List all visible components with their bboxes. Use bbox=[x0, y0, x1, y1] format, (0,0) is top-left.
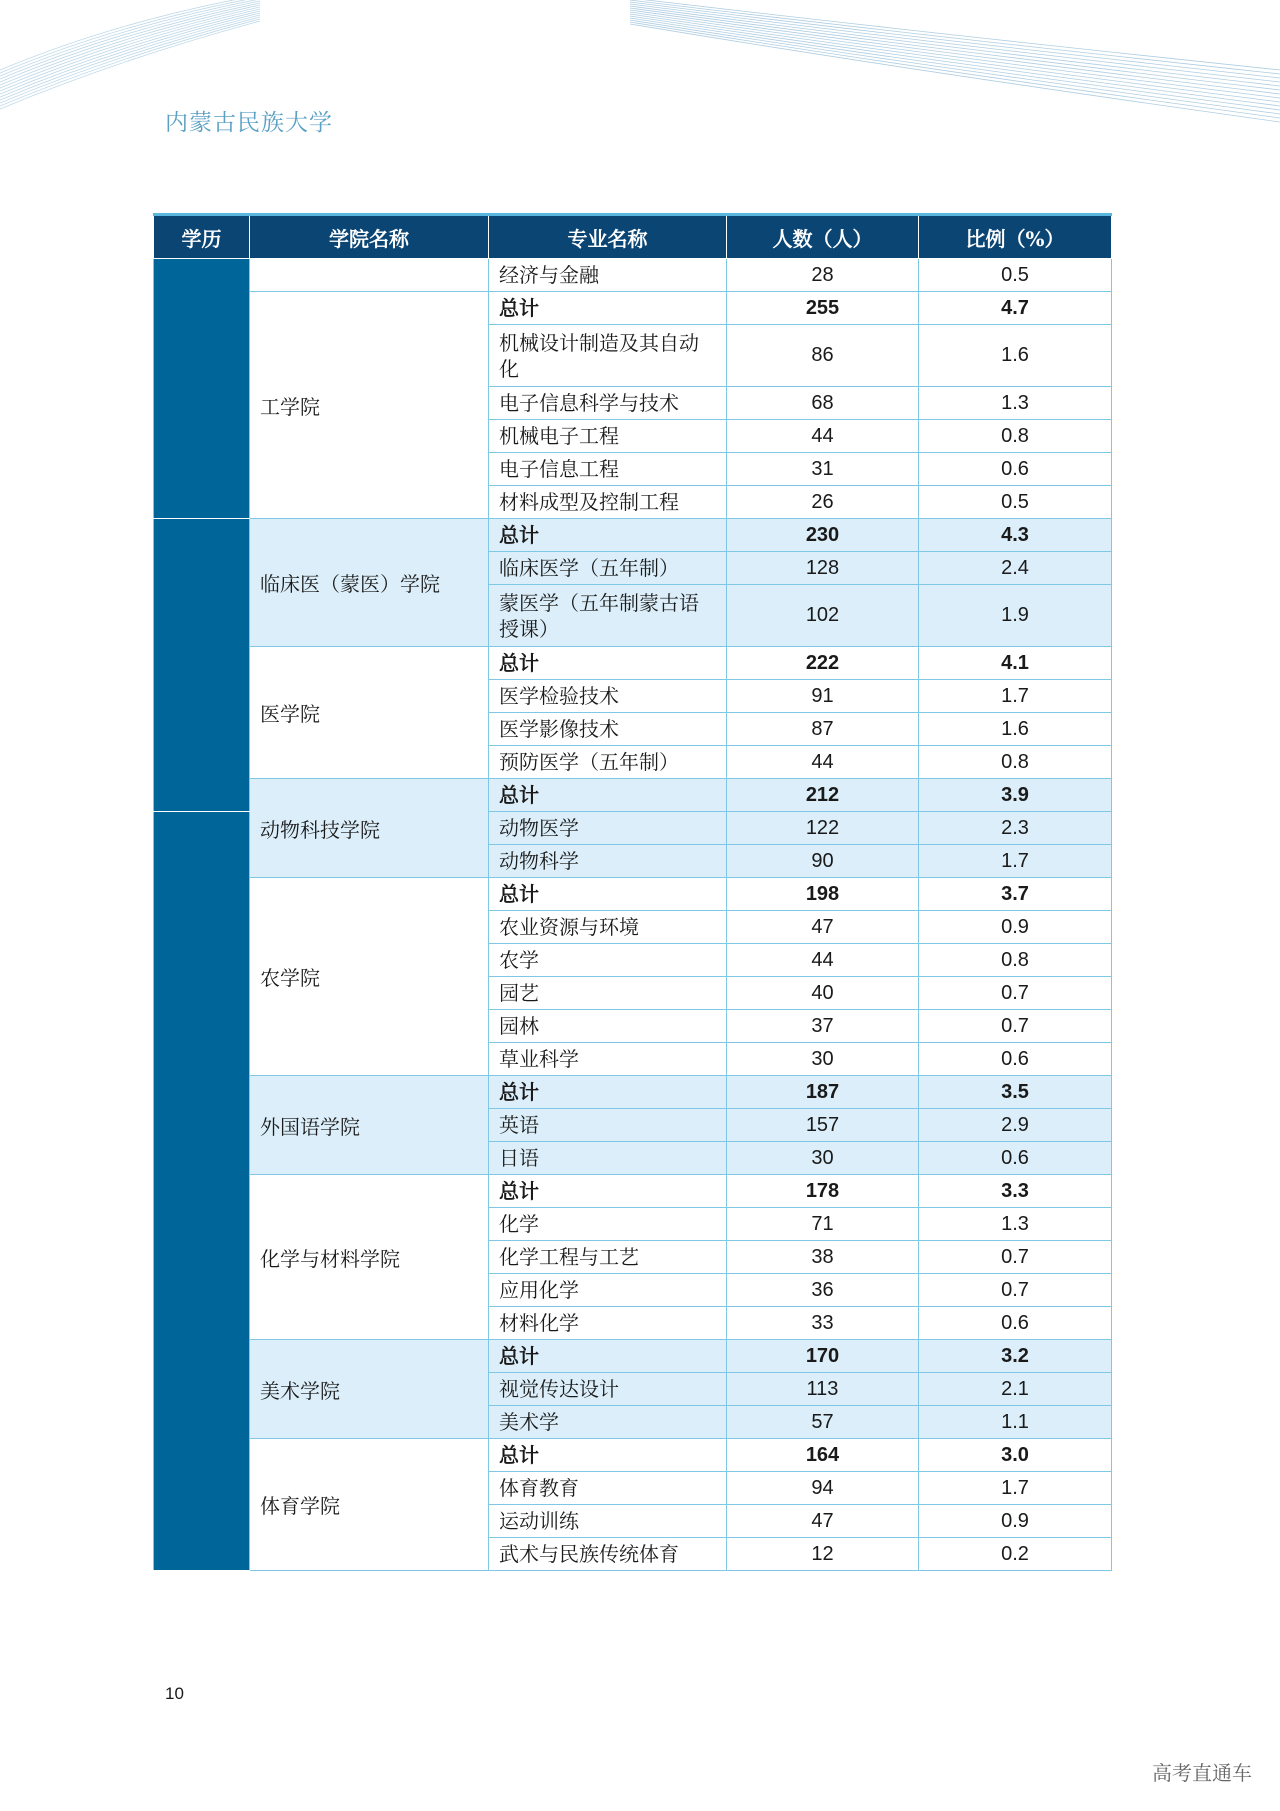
ratio-percent: 1.7 bbox=[919, 845, 1112, 878]
major-name: 医学检验技术 bbox=[489, 680, 727, 713]
ratio-percent: 3.9 bbox=[919, 779, 1112, 812]
college-name: 外国语学院 bbox=[250, 1076, 489, 1175]
student-count: 57 bbox=[727, 1406, 919, 1439]
major-name: 材料化学 bbox=[489, 1307, 727, 1340]
student-count: 86 bbox=[727, 325, 919, 387]
ratio-percent: 0.7 bbox=[919, 1274, 1112, 1307]
ratio-percent: 3.3 bbox=[919, 1175, 1112, 1208]
student-count: 113 bbox=[727, 1373, 919, 1406]
student-count: 37 bbox=[727, 1010, 919, 1043]
student-count: 38 bbox=[727, 1241, 919, 1274]
student-count: 30 bbox=[727, 1142, 919, 1175]
major-name: 动物科学 bbox=[489, 845, 727, 878]
major-name: 总计 bbox=[489, 779, 727, 812]
major-name: 园艺 bbox=[489, 977, 727, 1010]
student-count: 94 bbox=[727, 1472, 919, 1505]
table-body bbox=[154, 259, 1112, 1571]
university-name: 内蒙古民族大学 bbox=[165, 110, 333, 136]
ratio-percent: 1.6 bbox=[919, 325, 1112, 387]
major-name: 美术学 bbox=[489, 1406, 727, 1439]
table-row-total bbox=[154, 1340, 1112, 1373]
education-cell bbox=[154, 519, 250, 812]
student-count: 122 bbox=[727, 812, 919, 845]
ratio-percent: 2.3 bbox=[919, 812, 1112, 845]
ratio-percent: 4.7 bbox=[919, 292, 1112, 325]
major-name: 电子信息工程 bbox=[489, 453, 727, 486]
table-header-row bbox=[154, 215, 1112, 259]
major-name: 材料成型及控制工程 bbox=[489, 486, 727, 519]
student-count: 33 bbox=[727, 1307, 919, 1340]
student-count: 31 bbox=[727, 453, 919, 486]
student-count: 90 bbox=[727, 845, 919, 878]
major-name: 视觉传达设计 bbox=[489, 1373, 727, 1406]
ratio-percent: 0.6 bbox=[919, 1043, 1112, 1076]
major-name: 机械电子工程 bbox=[489, 420, 727, 453]
ratio-percent: 4.1 bbox=[919, 647, 1112, 680]
college-name: 工学院 bbox=[250, 292, 489, 519]
ratio-percent: 0.5 bbox=[919, 486, 1112, 519]
major-name: 医学影像技术 bbox=[489, 713, 727, 746]
student-count: 178 bbox=[727, 1175, 919, 1208]
ratio-percent: 2.4 bbox=[919, 552, 1112, 585]
student-count: 187 bbox=[727, 1076, 919, 1109]
major-name: 应用化学 bbox=[489, 1274, 727, 1307]
ratio-percent: 0.9 bbox=[919, 911, 1112, 944]
major-name: 机械设计制造及其自动化 bbox=[489, 325, 727, 387]
student-count: 128 bbox=[727, 552, 919, 585]
enrollment-table bbox=[153, 213, 1112, 1571]
header-count: 人数（人） bbox=[727, 215, 919, 259]
student-count: 40 bbox=[727, 977, 919, 1010]
student-count: 30 bbox=[727, 1043, 919, 1076]
table-row-total bbox=[154, 878, 1112, 911]
student-count: 87 bbox=[727, 713, 919, 746]
ratio-percent: 0.2 bbox=[919, 1538, 1112, 1571]
ratio-percent: 0.8 bbox=[919, 944, 1112, 977]
college-name bbox=[250, 259, 489, 292]
table-row-total bbox=[154, 779, 1112, 812]
ratio-percent: 3.0 bbox=[919, 1439, 1112, 1472]
table-row-total bbox=[154, 292, 1112, 325]
college-name: 动物科技学院 bbox=[250, 779, 489, 878]
major-name: 园林 bbox=[489, 1010, 727, 1043]
table-row-total bbox=[154, 647, 1112, 680]
major-name: 总计 bbox=[489, 1175, 727, 1208]
table-row bbox=[154, 259, 1112, 292]
major-name: 总计 bbox=[489, 1439, 727, 1472]
major-name: 预防医学（五年制） bbox=[489, 746, 727, 779]
major-name: 农学 bbox=[489, 944, 727, 977]
ratio-percent: 1.3 bbox=[919, 387, 1112, 420]
ratio-percent: 0.8 bbox=[919, 746, 1112, 779]
table-row-total bbox=[154, 1076, 1112, 1109]
ratio-percent: 3.5 bbox=[919, 1076, 1112, 1109]
header-major: 专业名称 bbox=[489, 215, 727, 259]
student-count: 157 bbox=[727, 1109, 919, 1142]
table-row-total bbox=[154, 519, 1112, 552]
major-name: 临床医学（五年制） bbox=[489, 552, 727, 585]
major-name: 总计 bbox=[489, 519, 727, 552]
major-name: 蒙医学（五年制蒙古语授课） bbox=[489, 585, 727, 647]
student-count: 230 bbox=[727, 519, 919, 552]
student-count: 47 bbox=[727, 911, 919, 944]
ratio-percent: 3.2 bbox=[919, 1340, 1112, 1373]
student-count: 44 bbox=[727, 746, 919, 779]
ratio-percent: 1.9 bbox=[919, 585, 1112, 647]
ratio-percent: 2.1 bbox=[919, 1373, 1112, 1406]
header-college: 学院名称 bbox=[250, 215, 489, 259]
ratio-percent: 4.3 bbox=[919, 519, 1112, 552]
header-education: 学历 bbox=[154, 215, 250, 259]
education-cell bbox=[154, 259, 250, 519]
ratio-percent: 1.1 bbox=[919, 1406, 1112, 1439]
major-name: 总计 bbox=[489, 878, 727, 911]
ratio-percent: 1.6 bbox=[919, 713, 1112, 746]
major-name: 草业科学 bbox=[489, 1043, 727, 1076]
ratio-percent: 0.5 bbox=[919, 259, 1112, 292]
major-name: 总计 bbox=[489, 647, 727, 680]
college-name: 美术学院 bbox=[250, 1340, 489, 1439]
ratio-percent: 0.7 bbox=[919, 1010, 1112, 1043]
major-name: 化学工程与工艺 bbox=[489, 1241, 727, 1274]
ratio-percent: 3.7 bbox=[919, 878, 1112, 911]
student-count: 255 bbox=[727, 292, 919, 325]
major-name: 武术与民族传统体育 bbox=[489, 1538, 727, 1571]
ratio-percent: 1.7 bbox=[919, 680, 1112, 713]
student-count: 222 bbox=[727, 647, 919, 680]
student-count: 164 bbox=[727, 1439, 919, 1472]
ratio-percent: 0.6 bbox=[919, 1307, 1112, 1340]
major-name: 英语 bbox=[489, 1109, 727, 1142]
major-name: 总计 bbox=[489, 1340, 727, 1373]
ratio-percent: 1.7 bbox=[919, 1472, 1112, 1505]
student-count: 47 bbox=[727, 1505, 919, 1538]
ratio-percent: 2.9 bbox=[919, 1109, 1112, 1142]
major-name: 动物医学 bbox=[489, 812, 727, 845]
college-name: 体育学院 bbox=[250, 1439, 489, 1571]
student-count: 212 bbox=[727, 779, 919, 812]
student-count: 68 bbox=[727, 387, 919, 420]
ratio-percent: 1.3 bbox=[919, 1208, 1112, 1241]
college-name: 化学与材料学院 bbox=[250, 1175, 489, 1340]
major-name: 化学 bbox=[489, 1208, 727, 1241]
student-count: 198 bbox=[727, 878, 919, 911]
major-name: 总计 bbox=[489, 292, 727, 325]
student-count: 102 bbox=[727, 585, 919, 647]
student-count: 28 bbox=[727, 259, 919, 292]
student-count: 44 bbox=[727, 944, 919, 977]
major-name: 电子信息科学与技术 bbox=[489, 387, 727, 420]
student-count: 44 bbox=[727, 420, 919, 453]
major-name: 农业资源与环境 bbox=[489, 911, 727, 944]
student-count: 91 bbox=[727, 680, 919, 713]
education-cell bbox=[154, 812, 250, 1571]
college-name: 农学院 bbox=[250, 878, 489, 1076]
ratio-percent: 0.9 bbox=[919, 1505, 1112, 1538]
page-number: 10 bbox=[165, 1684, 184, 1703]
major-name: 经济与金融 bbox=[489, 259, 727, 292]
watermark-text: 高考直通车 bbox=[1152, 1761, 1252, 1785]
ratio-percent: 0.7 bbox=[919, 977, 1112, 1010]
major-name: 日语 bbox=[489, 1142, 727, 1175]
student-count: 170 bbox=[727, 1340, 919, 1373]
header-ratio: 比例（%） bbox=[919, 215, 1112, 259]
student-count: 12 bbox=[727, 1538, 919, 1571]
major-name: 总计 bbox=[489, 1076, 727, 1109]
table-row-total bbox=[154, 1175, 1112, 1208]
ratio-percent: 0.6 bbox=[919, 1142, 1112, 1175]
student-count: 71 bbox=[727, 1208, 919, 1241]
table-row-total bbox=[154, 1439, 1112, 1472]
ratio-percent: 0.8 bbox=[919, 420, 1112, 453]
major-name: 体育教育 bbox=[489, 1472, 727, 1505]
college-name: 临床医（蒙医）学院 bbox=[250, 519, 489, 647]
student-count: 26 bbox=[727, 486, 919, 519]
college-name: 医学院 bbox=[250, 647, 489, 779]
student-count: 36 bbox=[727, 1274, 919, 1307]
major-name: 运动训练 bbox=[489, 1505, 727, 1538]
ratio-percent: 0.6 bbox=[919, 453, 1112, 486]
ratio-percent: 0.7 bbox=[919, 1241, 1112, 1274]
